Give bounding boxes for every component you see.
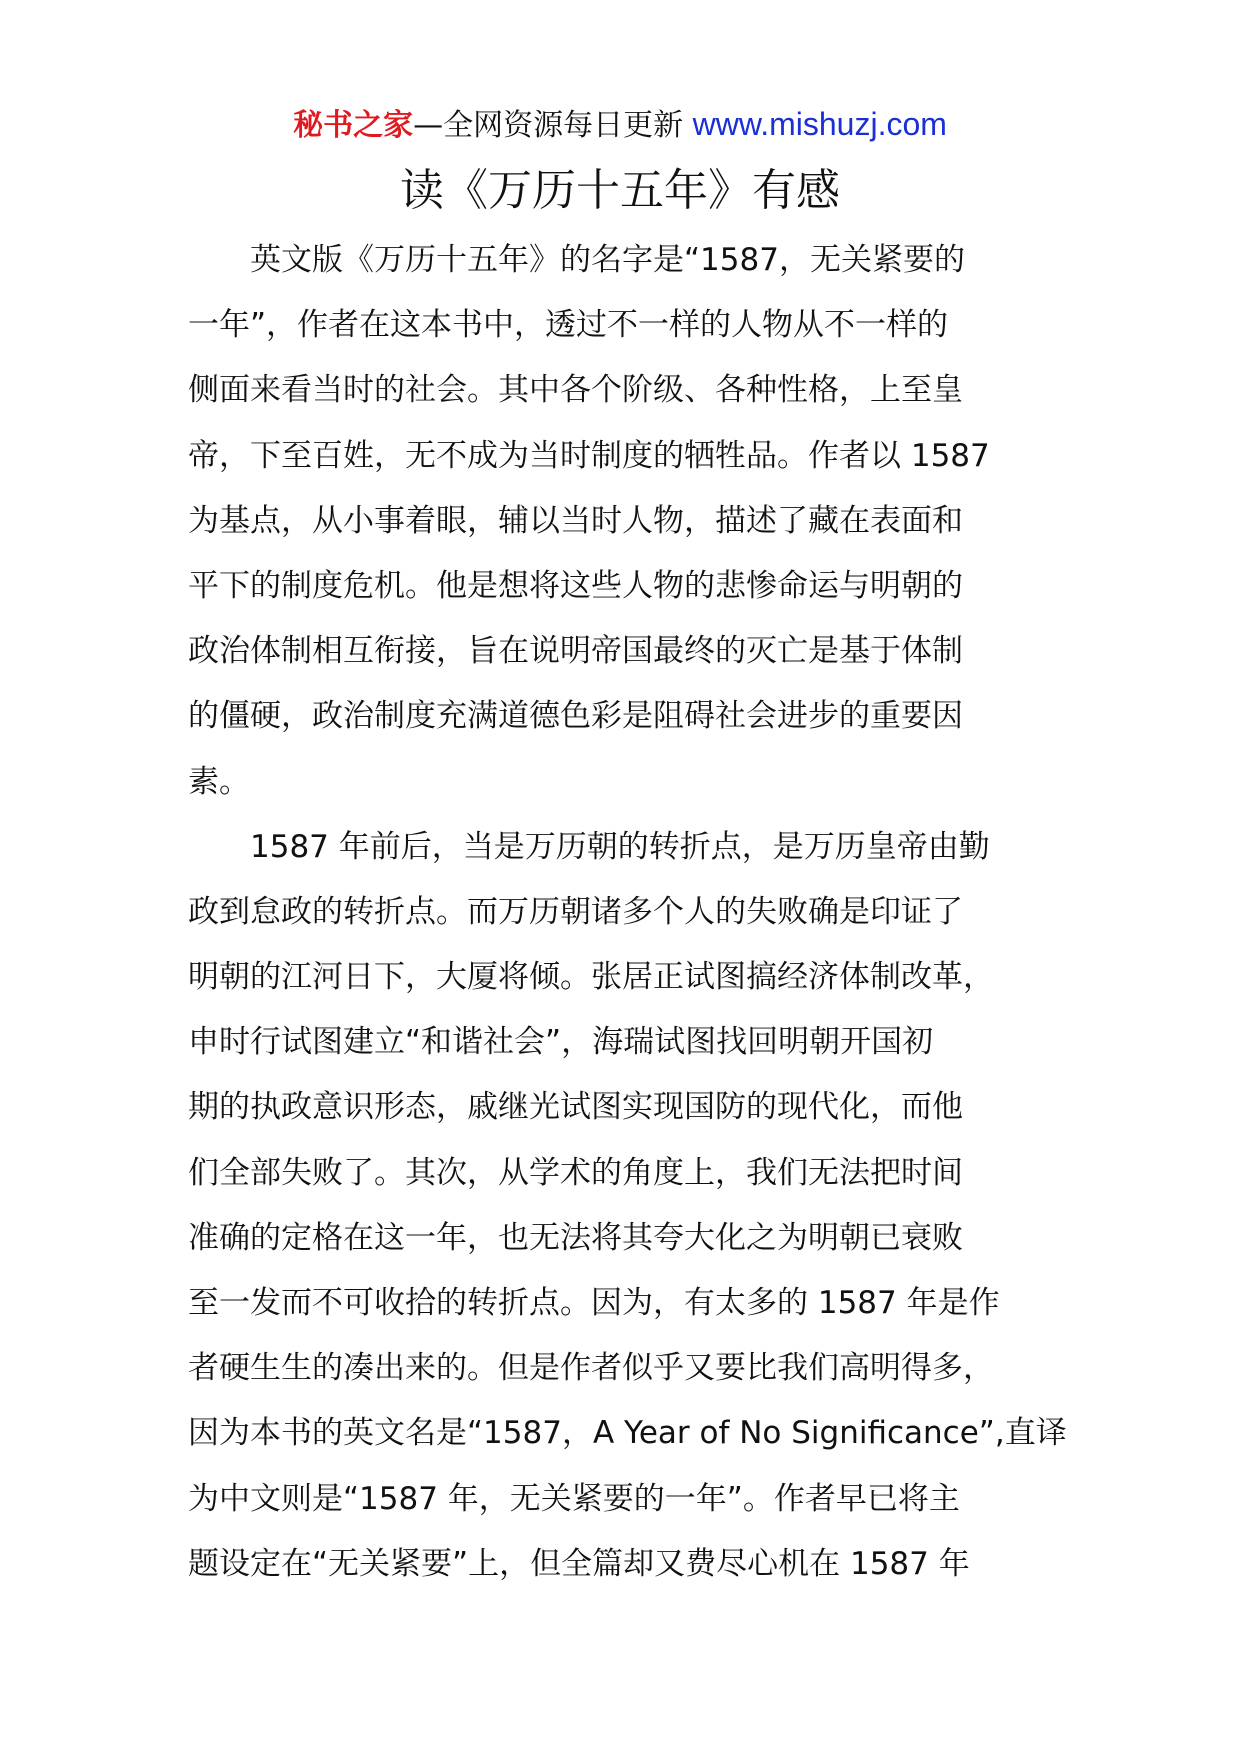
paragraph-line: 期的执政意识形态，戚继光试图实现国防的现代化，而他 — [188, 1089, 963, 1126]
paragraph-2 — [188, 815, 1067, 1597]
paragraph-line: 政到怠政的转折点。而万历朝诸多个人的失败确是印证了 — [188, 893, 963, 930]
document-body — [188, 228, 1067, 1597]
paragraph-line: 1587 年前后，当是万历朝的转折点，是万历皇帝由勤 — [250, 828, 990, 865]
paragraph-line: 为基点，从小事着眼，辅以当时人物，描述了藏在表面和 — [188, 502, 963, 539]
paragraph-line: 的僵硬，政治制度充满道德色彩是阻碍社会进步的重要因 — [188, 698, 963, 735]
paragraph-1 — [188, 228, 1054, 815]
paragraph-line: 一年”，作者在这本书中，透过不一样的人物从不一样的 — [188, 307, 949, 344]
paragraph-line: 申时行试图建立“和谐社会”，海瑞试图找回明朝开国初 — [188, 1024, 934, 1061]
paragraph-line: 们全部失败了。其次，从学术的角度上，我们无法把时间 — [188, 1154, 963, 1191]
paragraph-line: 至一发而不可收拾的转折点。因为，有太多的 1587 年是作 — [188, 1285, 1000, 1321]
site-header — [0, 104, 1240, 146]
header-tagline: —全网资源每日更新 — [413, 108, 684, 143]
paragraph-line: 题设定在“无关紧要”上，但全篇却又费尽心机在 1587 年 — [188, 1545, 970, 1582]
paragraph-line: 英文版《万历十五年》的名字是“1587，无关紧要的 — [250, 242, 965, 278]
paragraph-line: 为中文则是“1587 年，无关紧要的一年”。作者早已将主 — [188, 1480, 960, 1517]
paragraph-line: 政治体制相互衔接，旨在说明帝国最终的灭亡是基于体制 — [188, 633, 963, 670]
site-url-link[interactable]: www.mishuzj.com — [692, 106, 947, 142]
paragraph-line: 者硬生生的凑出来的。但是作者似乎又要比我们高明得多， — [188, 1350, 994, 1387]
document-title: 读《万历十五年》有感 — [400, 165, 840, 216]
paragraph-line: 帝，下至百姓，无不成为当时制度的牺牲品。作者以 1587 — [188, 437, 990, 474]
brand-name: 秘书之家 — [293, 108, 414, 143]
paragraph-line: 平下的制度危机。他是想将这些人物的悲惨命运与明朝的 — [188, 567, 963, 604]
paragraph-line: 因为本书的英文名是“1587，A Year of No Significance”,直译 — [188, 1415, 1067, 1452]
paragraph-line: 侧面来看当时的社会。其中各个阶级、各种性格，上至皇 — [188, 372, 963, 409]
paragraph-line: 准确的定格在这一年，也无法将其夸大化之为明朝已衰败 — [188, 1219, 963, 1256]
paragraph-line: 素。 — [188, 763, 250, 800]
paragraph-line: 明朝的江河日下，大厦将倾。张居正试图搞经济体制改革， — [188, 959, 994, 996]
